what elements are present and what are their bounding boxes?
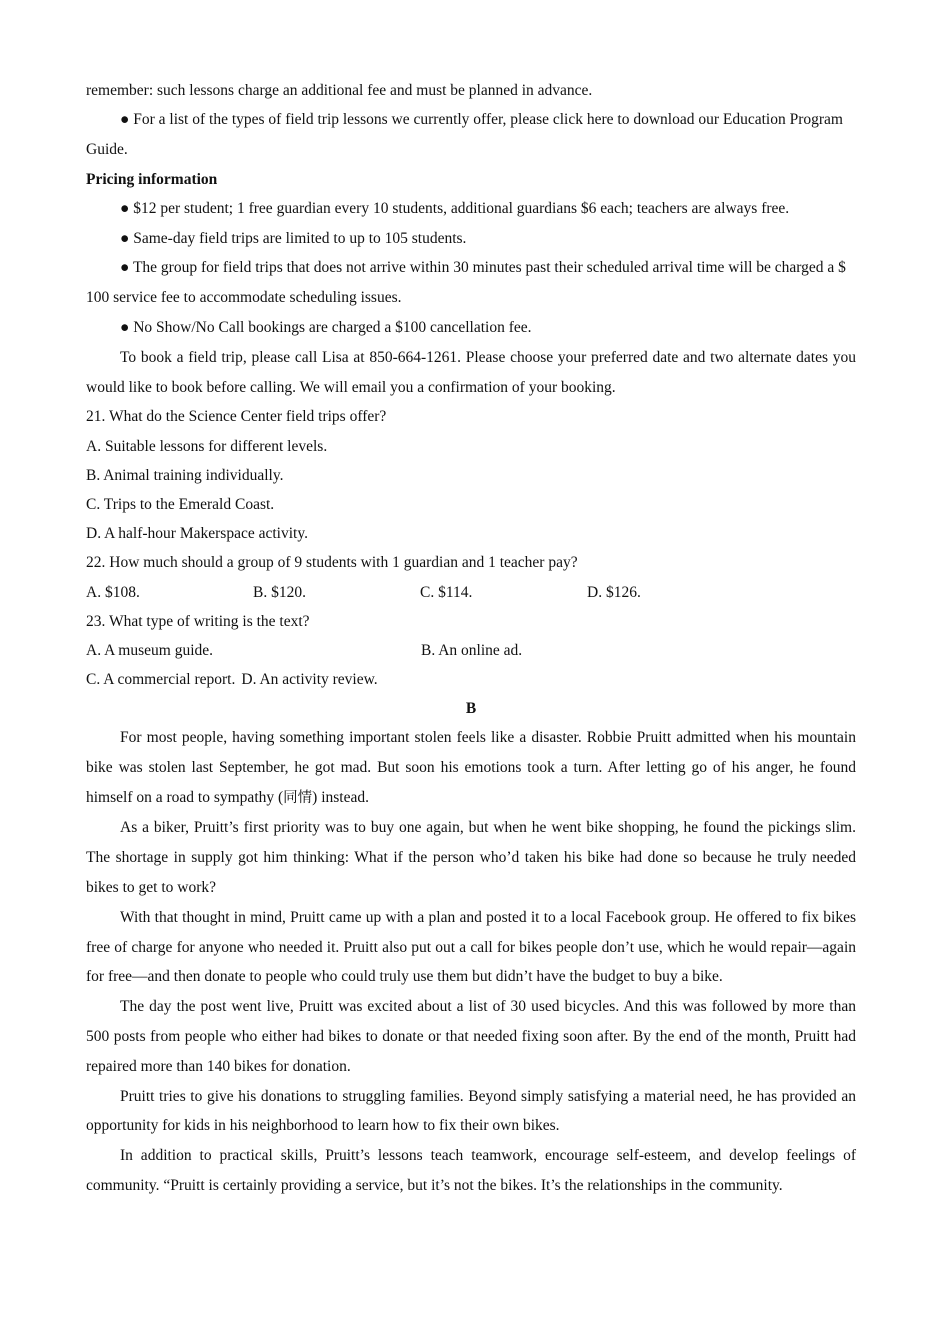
document-page <box>86 76 856 1201</box>
option-c: C. Trips to the Emerald Coast. <box>86 495 275 513</box>
pricing-bullet-late-fee: ● The group for field trips that does not arrive within 30 minutes past their scheduled arrival time will be charged a $ 100 service fee to accommodate scheduling issues. <box>86 259 846 307</box>
option-a: A. $108. <box>86 583 140 601</box>
booking-paragraph: To book a field trip, please call Lisa at 850-664-1261. Please choose your preferred date and two alternate dates you would like to book before calling. We will email you a confirmation of your booking. <box>86 348 856 396</box>
passage-b-paragraph-1 <box>86 723 856 813</box>
option-d: D. $126. <box>587 583 641 601</box>
bullet-education-guide: ● For a list of the types of field trip lessons we currently offer, please click here to download our Education Program Guide. <box>86 111 843 158</box>
option-b: B. Animal training individually. <box>86 466 284 484</box>
question-21 <box>86 402 856 548</box>
passage-b-paragraph-2: As a biker, Pruitt’s first priority was to buy one again, but when he went bike shopping, he found the pickings slim. The shortage in supply got him thinking: What if the person who’d taken his bike had done so because he truly needed bikes to get to work? <box>86 819 856 896</box>
pricing-heading: Pricing information <box>86 170 218 188</box>
question-stem: 22. How much should a group of 9 students with 1 guardian and 1 teacher pay? <box>86 554 578 572</box>
chinese-gloss: 同情 <box>283 789 313 806</box>
option-c: C. $114. <box>420 583 473 601</box>
passage-b-paragraph-5: Pruitt tries to give his donations to struggling families. Beyond simply satisfying a material need, he has provided an opportunity for kids in his neighborhood to learn how to fix their own bikes. <box>86 1087 856 1135</box>
option-c: C. A commercial report. <box>86 670 236 688</box>
text-line-remember: remember: such lessons charge an additional fee and must be planned in advance. <box>86 82 593 99</box>
question-22 <box>86 548 856 606</box>
question-stem: 21. What do the Science Center field trips offer? <box>86 408 387 426</box>
question-23 <box>86 607 856 694</box>
options-row-2 <box>86 665 856 694</box>
question-stem: 23. What type of writing is the text? <box>86 612 310 630</box>
option-a: A. Suitable lessons for different levels. <box>86 437 328 455</box>
option-d: D. A half-hour Makerspace activity. <box>86 525 308 543</box>
passage-b-paragraph-4: The day the post went live, Pruitt was excited about a list of 30 used bicycles. And this was followed by more than 500 posts from people who either had bikes to donate or that needed fixing soon after. By the end of the month, Pruitt had repaired more than 140 bikes for donation. <box>86 998 856 1075</box>
section-b-label: B <box>465 700 477 717</box>
passage-b-paragraph-6: In addition to practical skills, Pruitt’s lessons teach teamwork, encourage self-esteem, and develop feelings of community. “Pruitt is certainly providing a service, but it’s not the bikes. It’s the relationships in the community. <box>86 1147 856 1194</box>
pricing-bullet-same-day-limit: ● Same-day field trips are limited to up to 105 students. <box>120 229 467 247</box>
paragraph-text-before: For most people, having something important stolen feels like a disaster. Robbie Pruitt admitted when his mountain bike was stolen last September, he got mad. But soon his emotions took a turn. After letting go of his anger, he found himself on a road to sympathy ( <box>86 729 856 806</box>
pricing-bullet-no-show: ● No Show/No Call bookings are charged a $100 cancellation fee. <box>120 318 532 336</box>
option-b: B. $120. <box>253 583 306 601</box>
option-b: B. An online ad. <box>421 641 523 659</box>
pricing-bullet-student-fee: ● $12 per student; 1 free guardian every 10 students, additional guardians $6 each; teachers are always free. <box>120 199 790 217</box>
paragraph-text-after: ) instead. <box>312 788 369 806</box>
option-d: D. An activity review. <box>241 670 378 688</box>
options-row <box>86 578 856 607</box>
option-a: A. A museum guide. <box>86 641 214 659</box>
passage-b-paragraph-3: With that thought in mind, Pruitt came up with a plan and posted it to a local Facebook group. He offered to fix bikes free of charge for anyone who needed it. Pruitt also put out a call for bikes people don’t use, which he would repair—again for free—and then donate to people who could truly use them but didn’t have the budget to buy a bike. <box>86 908 856 986</box>
options-row-1 <box>86 636 856 665</box>
